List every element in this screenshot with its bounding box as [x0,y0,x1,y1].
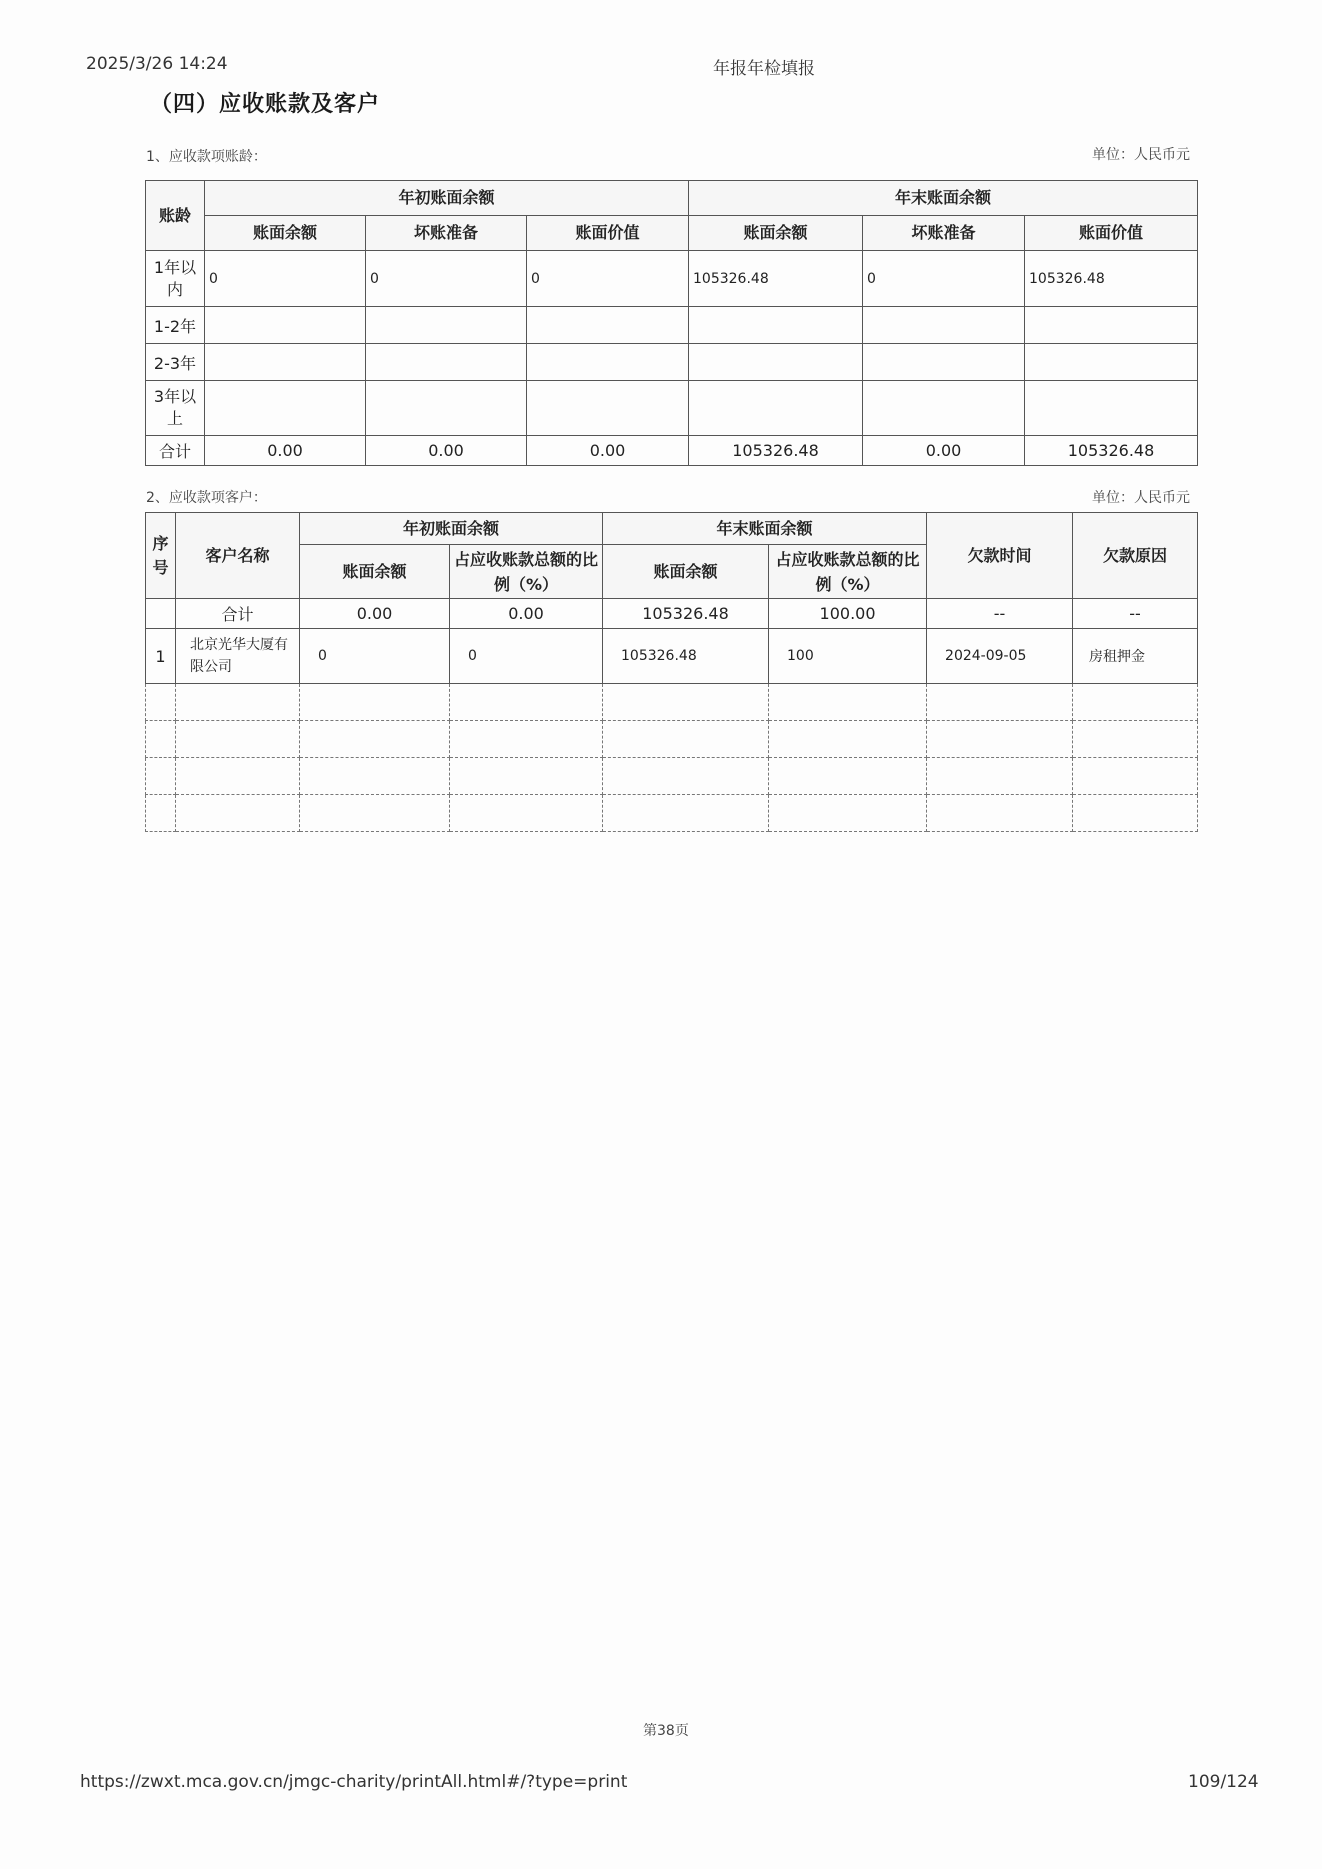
column-header: 账面余额 [300,545,450,599]
cell-value [366,307,527,344]
footer-url[interactable]: https://zwxt.mca.gov.cn/jmgc-charity/printAll.html#/?type=print [80,1772,628,1792]
cell-value [689,381,863,436]
empty-row [146,795,1198,832]
cell-value [689,344,863,381]
cell-value [1025,344,1198,381]
column-header: 坏账准备 [366,216,527,251]
row-label: 3年以上 [146,381,205,436]
customers-table [145,512,1198,832]
column-header: 账面余额 [603,545,769,599]
cell-value [1025,307,1198,344]
cell-value: 100 [769,629,927,684]
table-row [146,381,1198,436]
cell-value: 0 [366,251,527,307]
aging-table [145,180,1198,466]
column-header: 账面价值 [527,216,689,251]
cell-value [527,381,689,436]
end-balance-header: 年末账面余额 [689,181,1198,216]
table2-caption: 2、应收款项客户： [146,490,267,506]
cell-value: 0 [527,251,689,307]
cell-value: 105326.48 [689,251,863,307]
age-header: 账龄 [146,181,205,251]
total-value: 0.00 [205,436,366,466]
total-row [146,436,1198,466]
total-value: 0.00 [366,436,527,466]
table2-unit: 单位：人民币元 [1092,490,1190,506]
cell-value: 0 [450,629,603,684]
page-number: 第38页 [643,1723,689,1739]
column-header: 账面余额 [689,216,863,251]
section-title: （四）应收账款及客户 [150,92,381,117]
cell-value [1025,381,1198,436]
empty-row [146,684,1198,721]
cell-value [366,344,527,381]
column-header: 占应收账款总额的比例（%） [450,545,603,599]
table-row [146,629,1198,684]
end-balance-header: 年末账面余额 [603,513,927,545]
total-value: 0.00 [863,436,1025,466]
cell-value: 0 [205,251,366,307]
total-value: 0.00 [300,599,450,629]
debt-reason: 房租押金 [1073,629,1198,684]
total-row [146,599,1198,629]
debt-time-header: 欠款时间 [927,513,1073,599]
print-datetime: 2025/3/26 14:24 [86,54,228,74]
cell-value [863,381,1025,436]
cell-value: 105326.48 [603,629,769,684]
row-label: 1-2年 [146,307,205,344]
cell-value [863,344,1025,381]
customer-name-header: 客户名称 [176,513,300,599]
table1-unit: 单位：人民币元 [1092,147,1190,163]
cell-value [527,307,689,344]
total-value: 105326.48 [603,599,769,629]
document-title: 年报年检填报 [713,59,815,79]
total-reason: -- [1073,599,1198,629]
total-label: 合计 [146,436,205,466]
cell-value [863,307,1025,344]
begin-balance-header: 年初账面余额 [300,513,603,545]
total-time: -- [927,599,1073,629]
empty-row [146,758,1198,795]
cell-value [366,381,527,436]
cell-value: 0 [300,629,450,684]
total-value: 105326.48 [1025,436,1198,466]
cell-value [205,344,366,381]
total-label: 合计 [176,599,300,629]
cell-value [689,307,863,344]
total-value: 0.00 [527,436,689,466]
column-header: 占应收账款总额的比例（%） [769,545,927,599]
cell-value: 105326.48 [1025,251,1198,307]
footer-page-count: 109/124 [1188,1772,1259,1792]
debt-time: 2024-09-05 [927,629,1073,684]
total-value: 105326.48 [689,436,863,466]
row-label: 1年以内 [146,251,205,307]
table-row [146,307,1198,344]
column-header: 坏账准备 [863,216,1025,251]
empty-row [146,721,1198,758]
customer-name: 北京光华大厦有限公司 [176,629,300,684]
column-header: 账面价值 [1025,216,1198,251]
total-value: 100.00 [769,599,927,629]
serial-header: 序号 [146,513,176,599]
cell-value [205,381,366,436]
row-label: 2-3年 [146,344,205,381]
cell-value [205,307,366,344]
column-header: 账面余额 [205,216,366,251]
serial-number: 1 [146,629,176,684]
cell-value: 0 [863,251,1025,307]
table-row [146,344,1198,381]
total-value: 0.00 [450,599,603,629]
begin-balance-header: 年初账面余额 [205,181,689,216]
debt-reason-header: 欠款原因 [1073,513,1198,599]
table-row [146,251,1198,307]
table1-caption: 1、应收款项账龄： [146,149,267,165]
cell-value [527,344,689,381]
